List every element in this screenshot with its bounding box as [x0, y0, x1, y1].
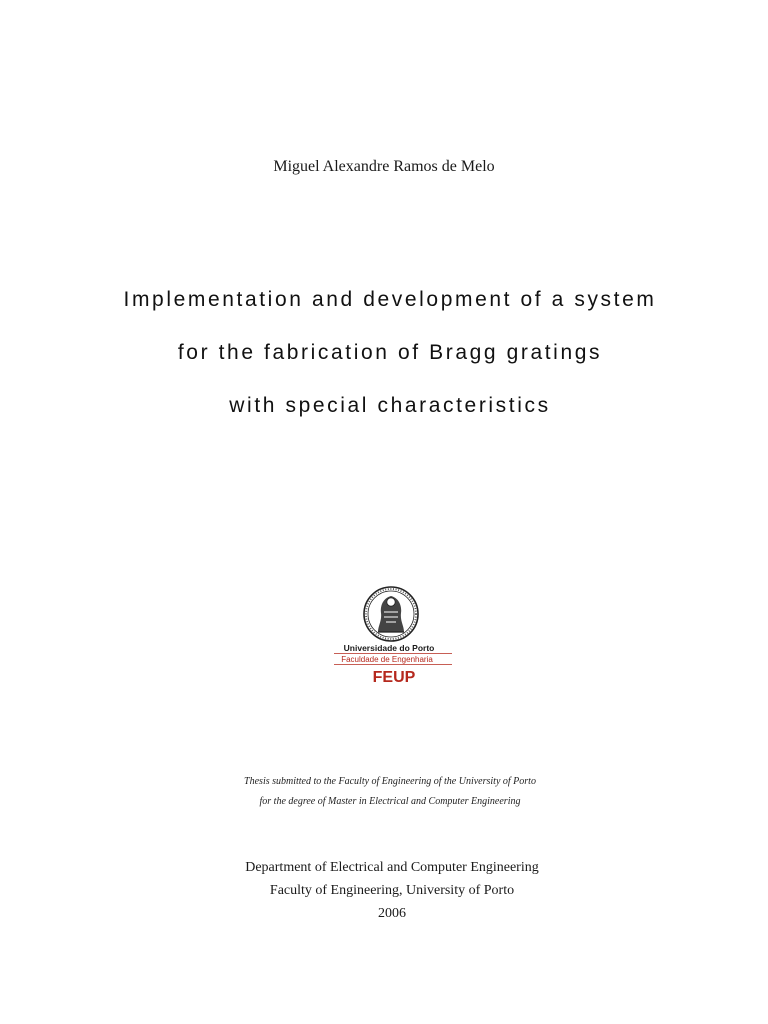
feup-logo — [334, 586, 454, 686]
university-seal-icon — [364, 587, 418, 641]
title-line-2: for the fabrication of Bragg gratings — [177, 341, 603, 364]
submission-year: 2006 — [378, 906, 406, 921]
title-line-3: with special characteristics — [229, 394, 551, 417]
faculty-name: Faculdade de Engenharia — [341, 655, 433, 664]
department-name: Department of Electrical and Computer Engineering — [245, 860, 539, 875]
university-name: Universidade do Porto — [343, 643, 435, 653]
thesis-note-line-1: Thesis submitted to the Faculty of Engineering of the University of Porto — [244, 776, 536, 787]
author-name: Miguel Alexandre Ramos de Melo — [273, 158, 495, 175]
thesis-note-line-2: for the degree of Master in Electrical and Computer Engineering — [259, 796, 521, 807]
faculty-affiliation: Faculty of Engineering, University of Porto — [269, 883, 515, 898]
title-line-1: Implementation and development of a system — [123, 288, 657, 311]
feup-acronym: FEUP — [372, 669, 416, 686]
